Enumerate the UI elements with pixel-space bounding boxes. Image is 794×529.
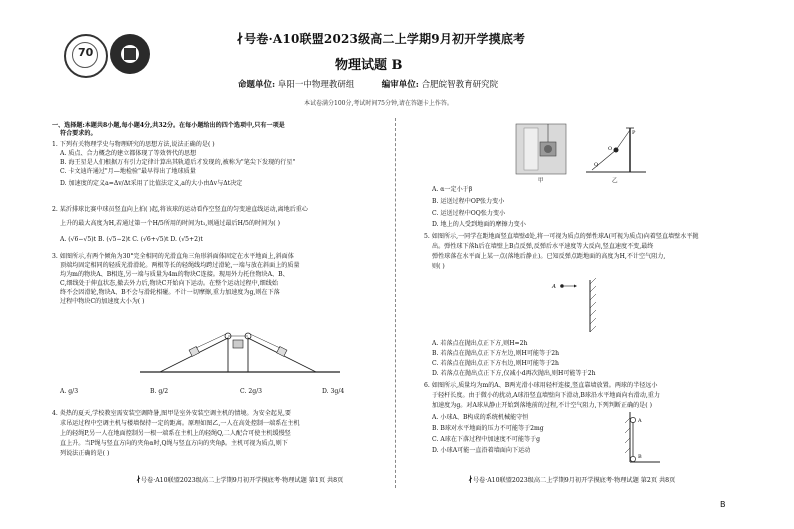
svg-text:P: P <box>632 130 636 136</box>
q3-option-b: B. g/2 <box>150 388 169 395</box>
q5-wall-figure <box>540 276 610 334</box>
review-value: 合肥皖智教育研究院 <box>421 80 499 90</box>
q4-force-diagram <box>586 124 646 176</box>
q4-line4: 直上升。当P绳与竖直方向的夹角α时,Q绳与竖直方向的夹角β。主机可视为质点,则下 <box>60 440 288 447</box>
q5-option-d: D. 若落点在抛出点正下方,仅减小d再次抛出,则H可能等于2h <box>432 370 596 377</box>
q6-option-a: A. 小球A、B构成的系统机械能守恒 <box>432 414 529 421</box>
fig-label-yi: 乙 <box>612 178 618 184</box>
q1-option-b: B. 海王星是人们根据万有引力定律计算出其轨道后才发现的,被称为"笔尖下发现的行星" <box>60 159 296 166</box>
school-logo-left: 70 <box>64 34 108 78</box>
unit-value: 阜阳一中物理教研组 <box>277 80 355 90</box>
review-label: 编审单位: <box>381 80 419 90</box>
svg-text:B: B <box>638 454 642 460</box>
q6-line2: 于轻杆长度。由于微小的扰动,A球沿竖直墙壁向下滑动,B球沿水平地面向右滑动,重力 <box>432 392 660 399</box>
brand-text: 号卷· <box>244 32 273 46</box>
q6-option-d: D. 小球A可能一直沿着墙面向下运动 <box>432 447 531 454</box>
svg-text:O: O <box>608 146 613 152</box>
q3-stem: 3. 如图所示,有两个倾角为30°完全相同的光滑直角三角形斜面体固定在水平地面上,斜面体 <box>52 253 294 260</box>
footer-right <box>468 474 675 484</box>
q4-line3: 上的轻绳P,另一人在地面控制另一根一端系在主机上的轻绳Q,二人配合可使主机缓慢竖 <box>60 430 291 437</box>
footer-left <box>136 474 343 484</box>
q3-line6: 过程中物块C的加速度大小为( ) <box>60 298 145 305</box>
q5-option-b: B. 若落点在抛出点正下方左边,则H可能等于2h <box>432 350 559 357</box>
q5-line4: 则( ) <box>432 263 445 270</box>
q3-line4: C,细线处于伸直状态,撤去外力后,物块C开始向下运动。在整个运动过程中,细线始 <box>60 280 278 287</box>
footer-left-text: 号卷·A10联盟2023级高二上学期9月初开学摸底考·物理试题 第1页 共8页 <box>140 477 344 484</box>
brand-mark: ∤ <box>236 32 245 47</box>
exam-title <box>236 30 525 47</box>
svg-text:Q: Q <box>594 162 599 168</box>
svg-text:A: A <box>638 418 642 424</box>
q3-incline-figure <box>140 320 340 376</box>
footer-right-mark: ∤ <box>468 474 473 484</box>
q2-stem: 2. 某沂排球比赛中球员竖直向上拍( )起,将该球的运动看作空竖直的匀变速直线运动,离地后重心 <box>52 206 308 213</box>
q2-options: A. (√6−√5)t B. (√5−2)t C. (√6+√5)t D. (√5+2)t <box>60 236 203 243</box>
paper-version-letter: B <box>720 500 726 509</box>
q1-stem: 1. 下列有关物理学史与物理研究的思想方法,说法正确的是( ) <box>52 141 215 148</box>
q5-line3: 弹性球落在水平面上某一点(落地后静止)。已知反弹点距地面的高度为H,不计空气阻力, <box>432 253 666 260</box>
footer-right-text: 号卷·A10联盟2023级高二上学期9月初开学摸底考·物理试题 第2页 共8页 <box>472 477 676 484</box>
q1-option-c: C. 卡文迪许通过"月—地检验"最早得出了地球质量 <box>60 168 196 175</box>
authoring-units <box>238 78 498 90</box>
q3-line2: 顶端均固定相同的轻质光滑滑轮。两根等长的轻绳线均跨过滑轮,一端与放在斜面上的质量 <box>60 262 300 269</box>
q6-rod-figure <box>622 410 662 466</box>
q4-photo-figure <box>516 124 566 174</box>
exam-note: 本试卷满分100分,考试时间75分钟,请在答题卡上作答。 <box>304 100 453 107</box>
title-text: A10联盟2023级高二上学期9月初开学摸底考 <box>272 32 526 46</box>
q6-line3: 加速度为g。对A球从静止开始到落地前的过程,不计空气阻力,下列判断正确的是( ) <box>432 402 652 409</box>
q4-option-b: B. 运送过程中OP张力变小 <box>432 198 505 205</box>
q4-option-d: D. 地上的人受到地面的摩擦力变小 <box>432 221 526 228</box>
fig-label-jia: 甲 <box>538 178 544 184</box>
school-logo-right <box>110 34 150 74</box>
q5-option-a: A. 若落点在抛出点正下方,则H=2h <box>432 340 528 347</box>
q6-option-b: B. B球对水平地面的压力不可能等于2mg <box>432 425 544 432</box>
q4-option-c: C. 运送过程中OQ张力变小 <box>432 210 506 217</box>
q4-line2: 求吊运过程中空调主机与楼墙保持一定的距离。原理如图乙,一人在高处控制一端系在主机 <box>60 420 300 427</box>
q5-option-c: C. 若落点在抛出点正下方右边,则H可能等于2h <box>432 360 559 367</box>
q3-option-d: D. 3g/4 <box>322 388 345 395</box>
q3-option-a: A. g/3 <box>60 388 79 395</box>
subject-title: 物理试题 B <box>335 58 403 73</box>
q1-option-d: D. 加速度的定义a=Δv/Δt采用了比值法定义,a的大小由Δv与Δt决定 <box>60 180 243 187</box>
q3-option-c: C. 2g/3 <box>240 388 263 395</box>
svg-text:A: A <box>552 284 556 290</box>
q6-stem: 6. 如图所示,质量均为m的A、B两光滑小球用轻杆连接,竖直靠墙放置。两球的半径远小 <box>424 382 658 389</box>
q4-line5: 列说法正确的是( ) <box>60 450 110 457</box>
q4-option-a: A. α一定小于β <box>432 186 473 193</box>
q1-option-a: A. 质点、合力概念的建立都体现了等效替代的思想 <box>60 150 197 157</box>
section1-heading-cont: 符合要求的。 <box>60 130 97 137</box>
column-divider <box>395 118 396 488</box>
q5-line2: 出。弹性球下落h后在墙壁上B点反弹,反弹后水平速度等大反向,竖直速度不变,最终 <box>432 243 654 250</box>
q5-stem: 5. 如图所示,一同学在距地面竖直墙壁d处,将一可视为质点的弹性球A(可视为质点)向着竖直墙壁水平抛 <box>424 233 699 240</box>
unit-label: 命题单位: <box>238 80 276 90</box>
q4-stem: 4. 炎热的夏天,学校教室需安装空调降暑,图甲是室外安装空调主机的情境。为安全起见,要 <box>52 410 292 417</box>
q2-stem-cont: 上升的最大高度为H,若通过第一个H/5所用的时间为t₁,则通过最后H/5的时间为( ) <box>60 220 280 227</box>
section1-heading: 一、选择题:本题共8小题,每小题4分,共32分。在每小题给出的四个选项中,只有一项是 <box>52 122 285 129</box>
footer-left-mark: ∤ <box>136 474 141 484</box>
q3-line5: 终不会因滑轮,物块A、B不会与滑轮相碰。不计一切摩擦,重力加速度为g,则在下落 <box>60 289 280 296</box>
q3-line3: 均为m的物块A、B相连,另一端与质量为4m的物块C连接。现用外力托住物块A、B、 <box>60 271 289 278</box>
q6-option-c: C. A球在下落过程中加速度不可能等于g <box>432 436 541 443</box>
